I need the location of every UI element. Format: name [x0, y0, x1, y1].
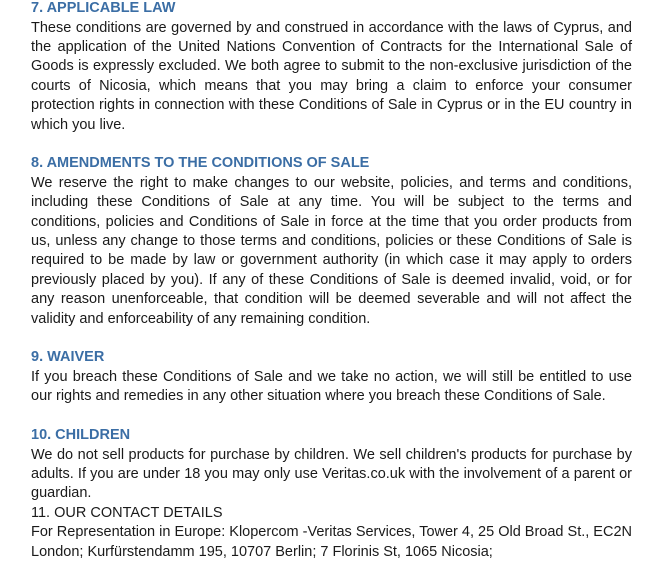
section-heading-contact-details: 11. OUR CONTACT DETAILS — [31, 504, 223, 521]
section-waiver — [31, 348, 632, 406]
section-amendments — [31, 154, 632, 329]
paragraph-spacer — [31, 329, 632, 348]
section-body-children: We do not sell products for purchase by children. We sell children's products for purchase by adults. If you are under 18 you may only use Veritas.co.uk with the involvement of a parent or guardian. — [31, 446, 632, 502]
section-heading-children: 10. CHILDREN — [31, 427, 131, 444]
section-body-applicable-law: These conditions are governed by and construed in accordance with the laws of Cyprus, and the application of the United Nations Convention of Contracts for the International Sale of Goods is expressly excluded. We both agree to submit to the non-exclusive jurisdiction of the courts of Nicosia, which means that you may bring a claim to enforce your consumer protection rights in connection with these Conditions of Sale in Cyprus or in the EU country in which you live. — [31, 19, 632, 133]
paragraph-spacer — [31, 135, 632, 154]
section-body-amendments: We reserve the right to make changes to our website, policies, and terms and conditions, including these Conditions of Sale at any time. You will be subject to the terms and conditions, policies and Conditions of Sale in force at the time that you order products from us, unless any change to those terms and conditions, policies or these Conditions of Sale is required to be made by law or government authority (in which case it may apply to orders previously placed by you). If any of these Conditions of Sale is deemed invalid, void, or for any reason unenforceable, that condition will be deemed severable and will not affect the validity and enforceability of any remaining condition. — [31, 174, 632, 327]
section-contact-details — [31, 504, 632, 562]
section-heading-waiver: 9. WAIVER — [31, 349, 105, 366]
section-heading-applicable-law: 7. APPLICABLE LAW — [31, 0, 176, 16]
conditions-of-sale-document — [31, 0, 632, 562]
section-body-contact-details: For Representation in Europe: Klopercom -Veritas Services, Tower 4, 25 Old Broad St., EC2N London; Kurfürstendamm 195, 10707 Berlin; 7 Florinis St, 1065 Nicosia; — [31, 524, 632, 560]
section-children — [31, 426, 632, 504]
section-applicable-law — [31, 0, 632, 135]
section-heading-amendments: 8. AMENDMENTS TO THE CONDITIONS OF SALE — [31, 155, 370, 172]
paragraph-spacer — [31, 407, 632, 426]
section-body-waiver: If you breach these Conditions of Sale and we take no action, we will still be entitled to use our rights and remedies in any other situation where you breach these Conditions of Sale. — [31, 368, 632, 405]
